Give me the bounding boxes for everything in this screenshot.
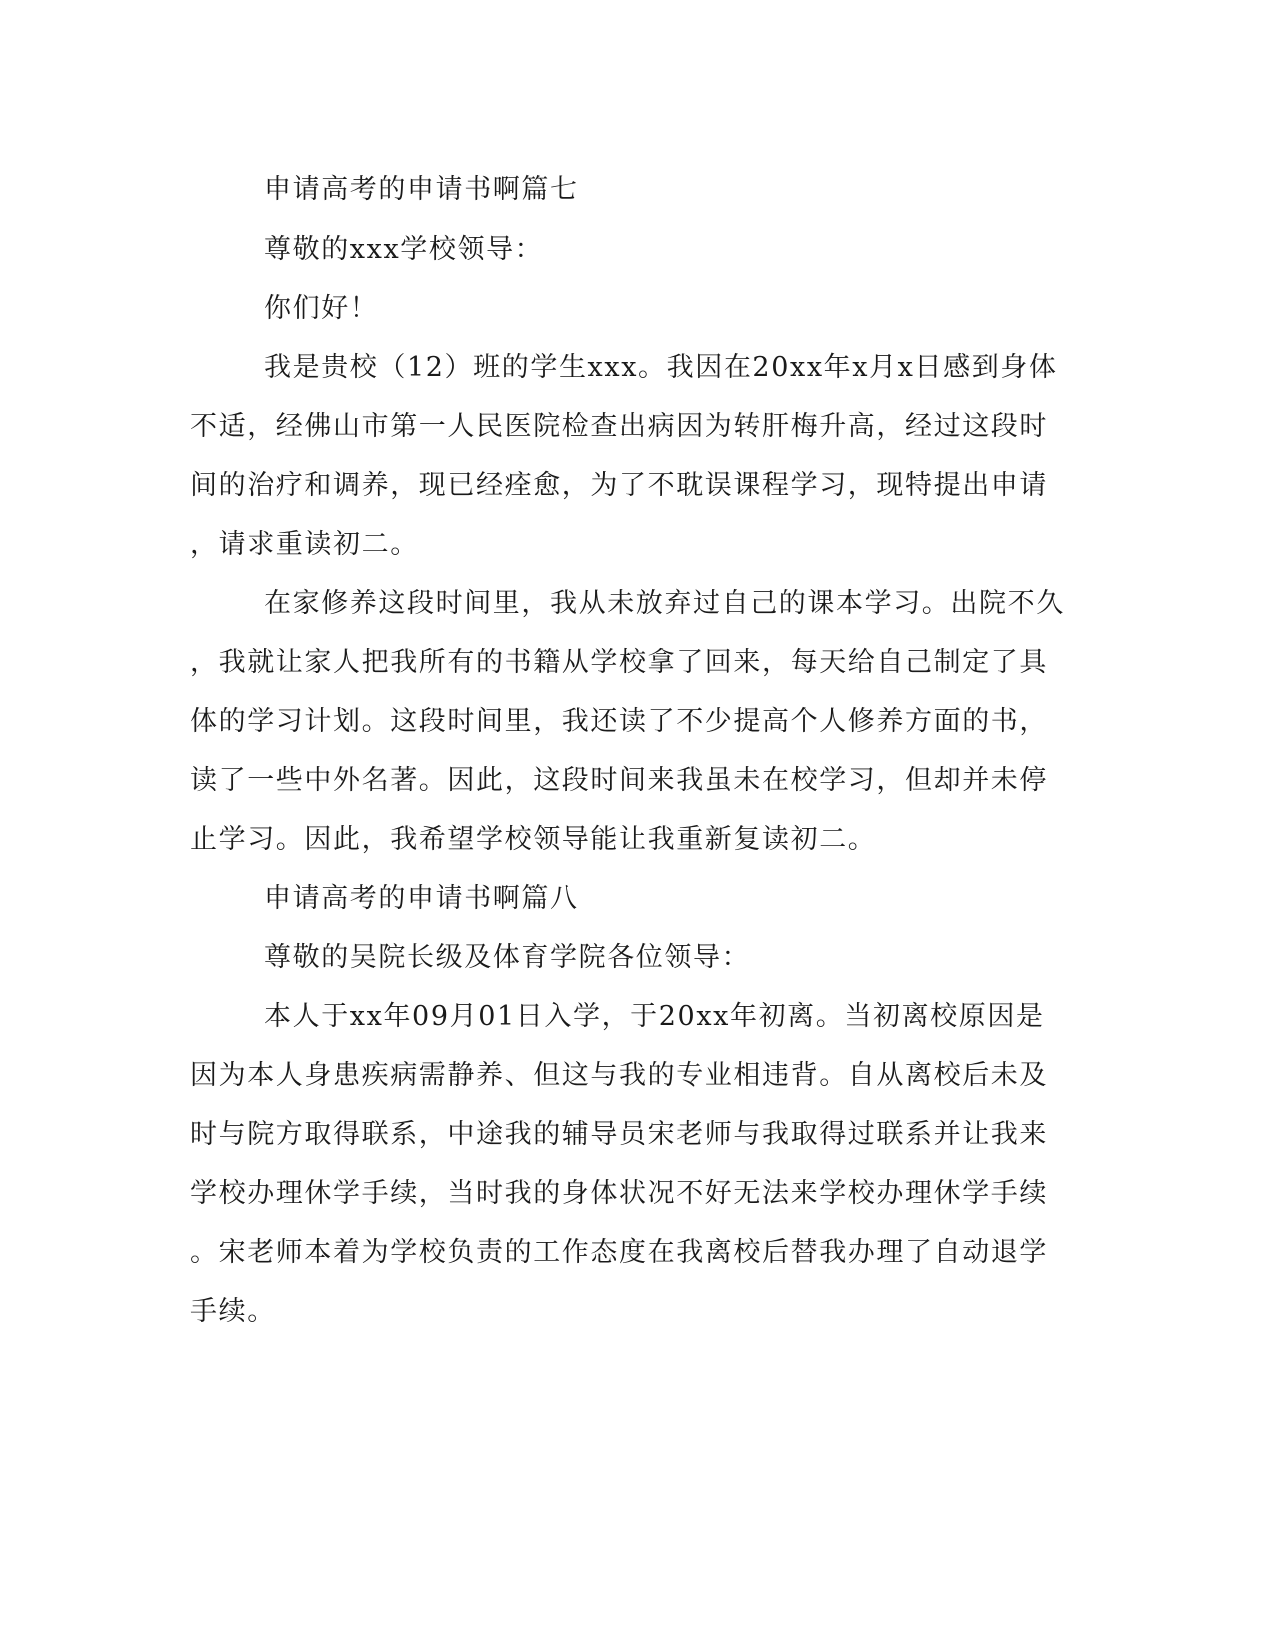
- paragraph-line: 不适，经佛山市第一人民医院检查出病因为转肝梅升高，经过这段时: [190, 411, 1048, 442]
- paragraph-line: 因为本人身患疾病需静养、但这与我的专业相违背。自从离校后未及: [190, 1060, 1048, 1091]
- paragraph-line: 时与院方取得联系，中途我的辅导员宋老师与我取得过联系并让我来: [190, 1119, 1048, 1150]
- paragraph-line: ，请求重读初二。: [190, 529, 419, 560]
- paragraph-line: 。宋老师本着为学校负责的工作态度在我离校后替我办理了自动退学: [190, 1237, 1048, 1268]
- paragraph-line: 学校办理休学手续，当时我的身体状况不好无法来学校办理休学手续: [190, 1178, 1048, 1209]
- paragraph-line: 间的治疗和调养，现已经痊愈，为了不耽误课程学习，现特提出申请: [190, 470, 1048, 501]
- section-heading: 申请高考的申请书啊篇七: [264, 174, 579, 205]
- paragraph-line: 在家修养这段时间里，我从未放弃过自己的课本学习。出院不久: [264, 588, 1065, 619]
- paragraph-line: 读了一些中外名著。因此，这段时间来我虽未在校学习，但却并未停: [190, 765, 1048, 796]
- paragraph-line: 止学习。因此，我希望学校领导能让我重新复读初二。: [190, 824, 877, 855]
- paragraph-line: 我是贵校（12）班的学生xxx。我因在20xx年x月x日感到身体: [264, 352, 1058, 383]
- paragraph-line: ，我就让家人把我所有的书籍从学校拿了回来，每天给自己制定了具: [190, 647, 1048, 678]
- salutation: 尊敬的xxx学校领导：: [264, 234, 544, 265]
- section-heading: 申请高考的申请书啊篇八: [264, 883, 579, 914]
- salutation: 尊敬的吴院长级及体育学院各位领导：: [264, 942, 751, 973]
- paragraph-line: 本人于xx年09月01日入学，于20xx年初离。当初离校原因是: [264, 1001, 1045, 1032]
- paragraph-line: 手续。: [190, 1296, 276, 1327]
- greeting: 你们好！: [264, 293, 379, 324]
- paragraph-line: 体的学习计划。这段时间里，我还读了不少提高个人修养方面的书，: [190, 706, 1048, 737]
